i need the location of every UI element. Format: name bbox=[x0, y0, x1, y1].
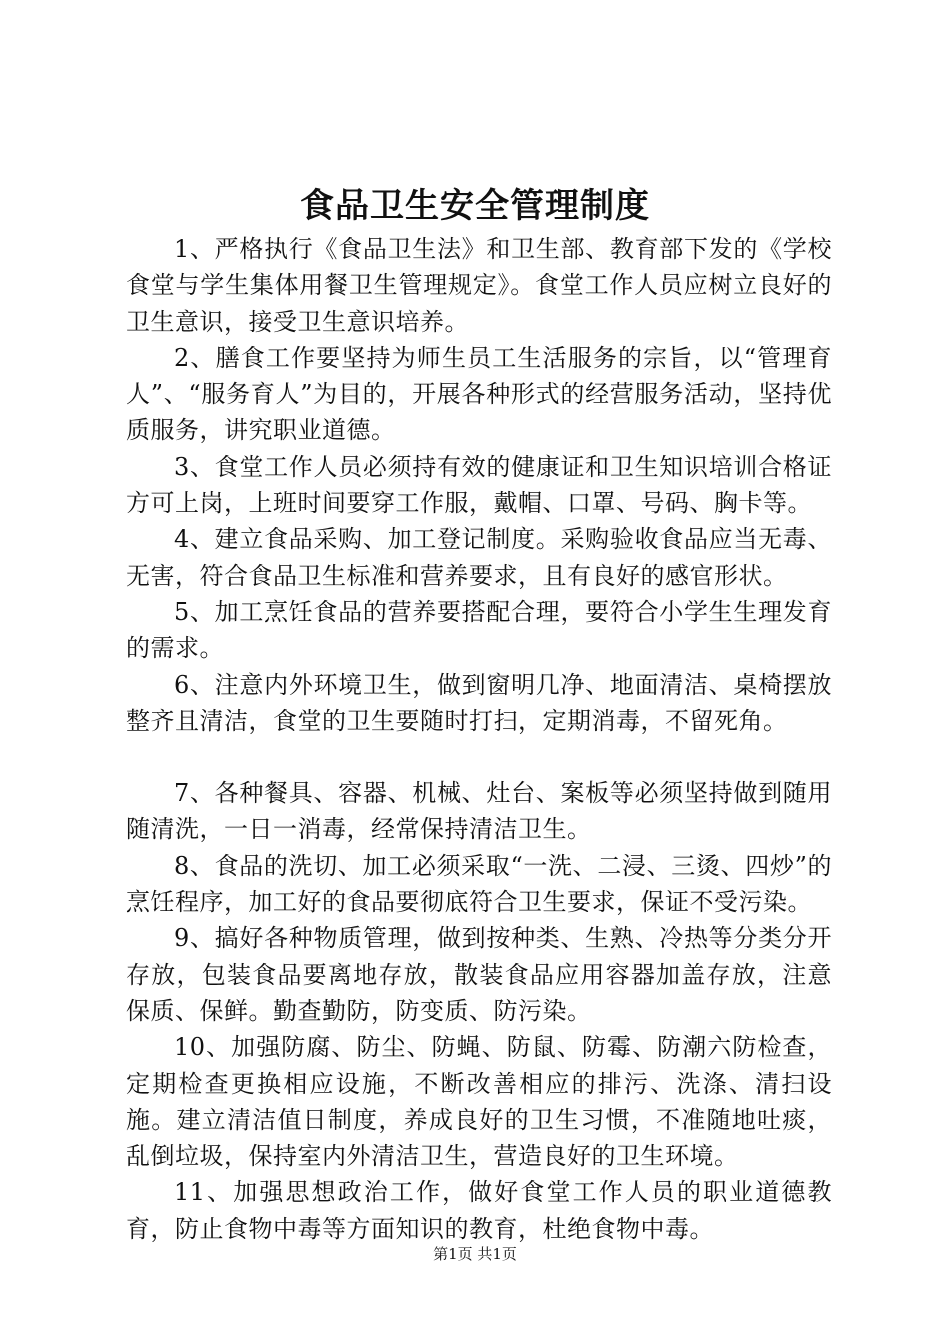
paragraph-1: 1、严格执行《食品卫生法》和卫生部、教育部下发的《学校食堂与学生集体用餐卫生管理规定》。食堂工作人员应树立良好的卫生意识，接受卫生意识培养。 bbox=[126, 235, 832, 336]
paragraph-7: 7、各种餐具、容器、机械、灶台、案板等必须坚持做到随用随清洗，一日一消毒，经常保持清洁卫生。 bbox=[126, 779, 832, 844]
paragraph-9: 9、搞好各种物质管理，做到按种类、生熟、冷热等分类分开存放，包装食品要离地存放，散装食品应用容器加盖存放，注意保质、保鲜。勤查勤防，防变质、防污染。 bbox=[126, 924, 832, 1025]
paragraph-8: 8、食品的洗切、加工必须采取“一洗、二浸、三烫、四炒”的烹饪程序，加工好的食品要彻底符合卫生要求，保证不受污染。 bbox=[126, 851, 832, 917]
document-body bbox=[126, 231, 832, 1247]
paragraph-5: 5、加工烹饪食品的营养要搭配合理，要符合小学生生理发育的需求。 bbox=[126, 597, 832, 663]
document-title: 食品卫生安全管理制度 bbox=[300, 186, 650, 226]
paragraph-6: 6、注意内外环境卫生，做到窗明几净、地面清洁、桌椅摆放整齐且清洁，食堂的卫生要随时打扫，定期消毒，不留死角。 bbox=[126, 670, 832, 735]
paragraph-11: 11、加强思想政治工作，做好食堂工作人员的职业道德教育，防止食物中毒等方面知识的教育，杜绝食物中毒。 bbox=[126, 1178, 832, 1243]
paragraph-2: 2、膳食工作要坚持为师生员工生活服务的宗旨，以“管理育人”、“服务育人”为目的，开展各种形式的经营服务活动，坚持优质服务，讲究职业道德。 bbox=[126, 343, 832, 445]
page-footer: 第1页 共1页 bbox=[433, 1245, 517, 1263]
paragraph-3: 3、食堂工作人员必须持有效的健康证和卫生知识培训合格证方可上岗，上班时间要穿工作服，戴帽、口罩、号码、胸卡等。 bbox=[126, 452, 832, 518]
paragraph-4: 4、建立食品采购、加工登记制度。采购验收食品应当无毒、无害，符合食品卫生标准和营养要求，且有良好的感官形状。 bbox=[126, 525, 832, 590]
paragraph-10: 10、加强防腐、防尘、防蝇、防鼠、防霉、防潮六防检查，定期检查更换相应设施，不断改善相应的排污、洗涤、清扫设施。建立清洁值日制度，养成良好的卫生习惯，不准随地吐痰，乱倒垃圾，保持室内外清洁卫生，营造良好的卫生环境。 bbox=[126, 1033, 832, 1171]
